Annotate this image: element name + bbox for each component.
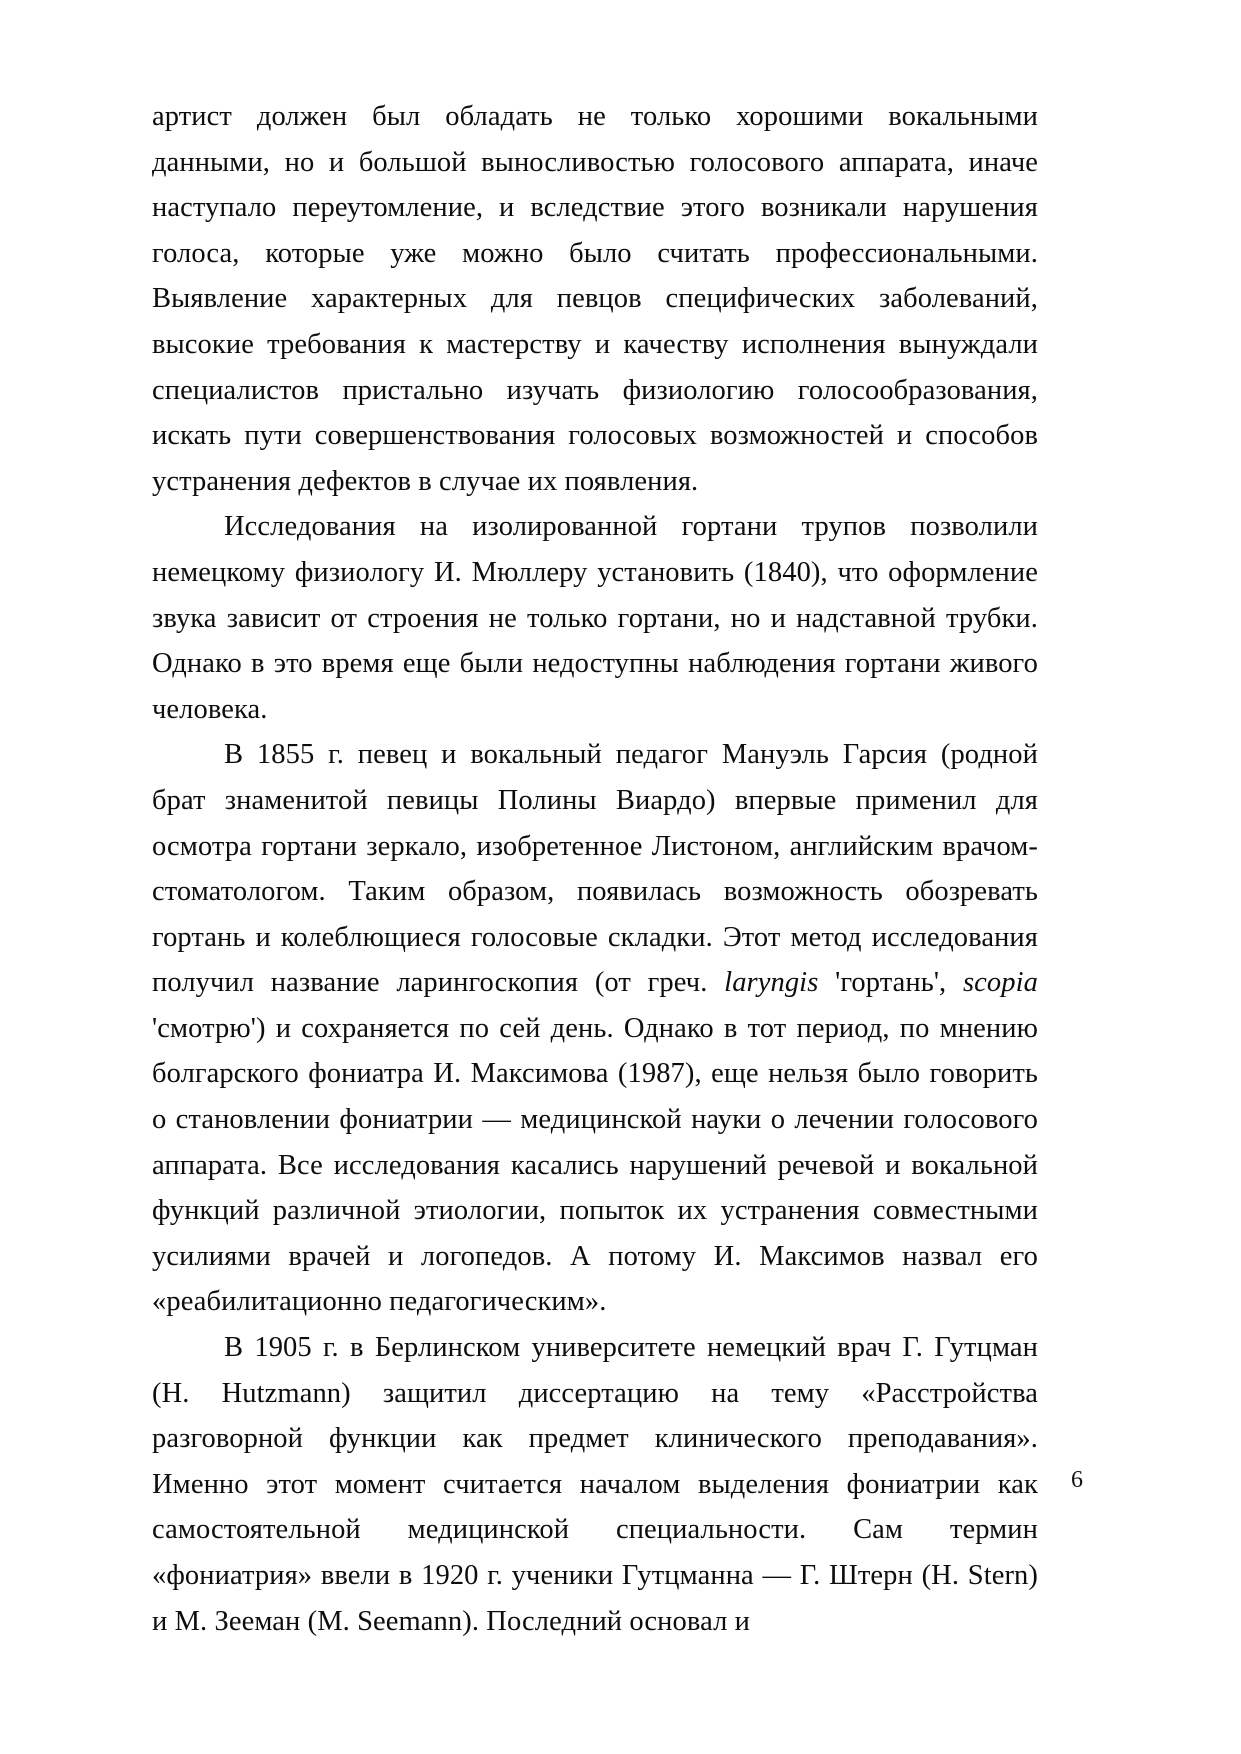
paragraph-1-run-1: артист должен был обладать не только хорошими вокальными данными, но и большой выносливостью голосового аппарата, иначе наступало переутомление, и вследствие этого возникали нарушения голоса, которые уже можно было считать профессиональными. Выявление характерных для певцов специфических заболеваний, высокие требования к мастерству и качеству исполнения вынуждали специалистов пристально изучать физиологию голосообразования, искать пути совершенствования голосовых возможностей и способов устранения дефектов в случае их появления. (152, 101, 1038, 497)
paragraph-2-run-1: Исследования на изолированной гортани трупов позволили немецкому физиологу И. Мюллеру установить (1840), что оформление звука зависит от строения не только гортани, но и надставной трубки. Однако в это время еще были недоступны наблюдения гортани живого человека. (152, 511, 1038, 725)
paragraph-2 (152, 504, 1038, 732)
paragraph-4-run-1: В 1905 г. в Берлинском университете немецкий врач Г. Гутцман (H. Hutzmann) защитил диссертацию на тему «Расстройства разговорной функции как предмет клинического преподавания». Именно этот момент считается началом выделения фониатрии как самостоятельной медицинской специальности. Сам термин «фониатрия» ввели в 1920 г. ученики Гутцманна — Г. Штерн (H. Stern) и М. Зееман (M. Seemann). Последний основал и (152, 1332, 1038, 1637)
paragraph-3-run-5: 'смотрю') и сохраняется по сей день. Однако в тот период, по мнению болгарского фониатра И. Максимова (1987), еще нельзя было говорить о становлении фониатрии — медицинской науки о лечении голосового аппарата. Все исследования касались нарушений речевой и вокальной функций различной этиологии, попыток их устранения совместными усилиями врачей и логопедов. А потому И. Максимов назвал его «реабилитационно педагогическим». (152, 1012, 1038, 1318)
latin-term-laryngis: laryngis (724, 967, 819, 999)
page-number: 6 (1071, 1467, 1083, 1493)
body-text-column (152, 94, 1038, 1644)
paragraph-3 (152, 732, 1038, 1325)
paragraph-1 (152, 94, 1038, 504)
paragraph-3-run-1: В 1855 г. певец и вокальный педагог Мануэль Гарсия (родной брат знаменитой певицы Полины Виардо) впервые применил для осмотра гортани зеркало, изобретенное Листоном, английским врачом-стоматологом. Таким образом, появилась возможность обозревать гортань и колеблющиеся голосовые складки. Этот метод исследования получил название ларингоскопия (от греч. (152, 739, 1038, 999)
latin-term-scopia: scopia (962, 967, 1038, 999)
paragraph-3-run-3: 'гортань', (818, 967, 963, 999)
